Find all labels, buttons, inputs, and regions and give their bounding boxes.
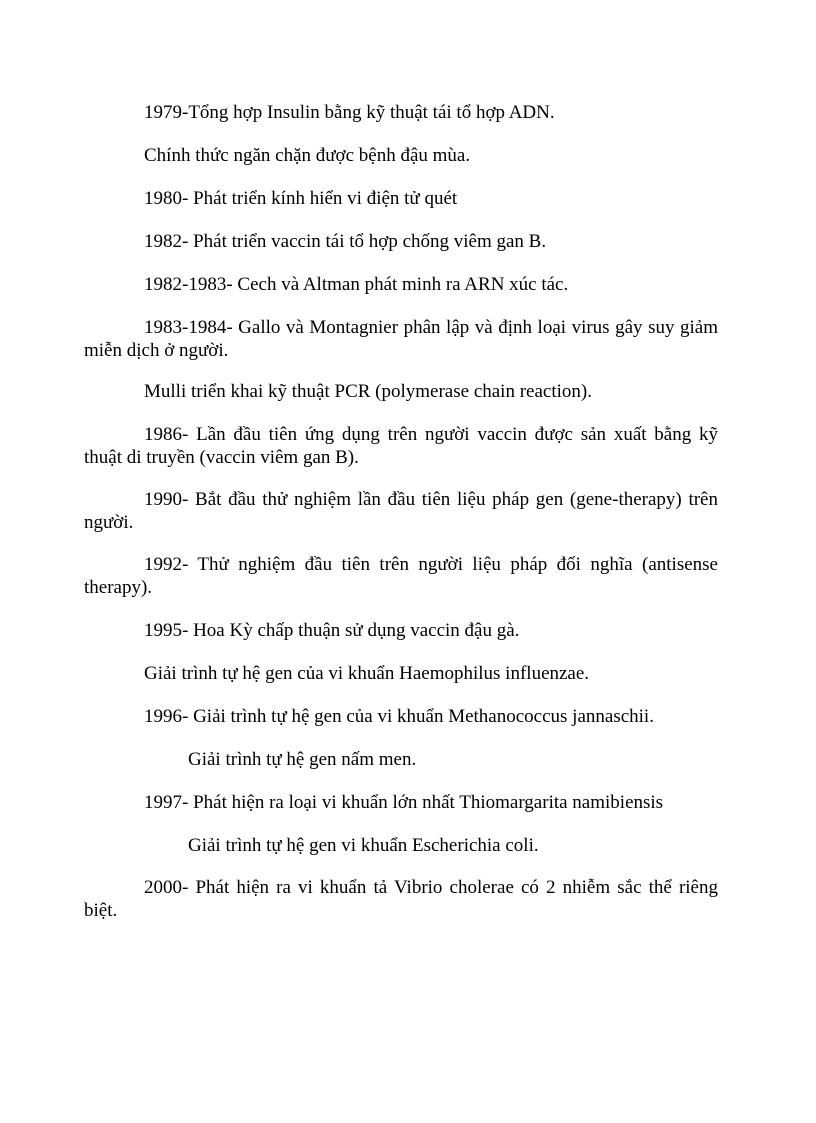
paragraph-yeast: Giải trình tự hệ gen nấm men. [188, 749, 417, 770]
paragraph-1986: 1986- Lần đầu tiên ứng dụng trên người vaccin được sản xuất bằng kỹ thuật di truyền (vaccin viêm gan B). [84, 424, 718, 468]
paragraph-haemophilus: Giải trình tự hệ gen của vi khuẩn Haemophilus influenzae. [144, 663, 590, 684]
paragraph-2000: 2000- Phát hiện ra vi khuẩn tả Vibrio cholerae có 2 nhiễm sắc thể riêng biệt. [84, 877, 718, 921]
paragraph-1995: 1995- Hoa Kỳ chấp thuận sử dụng vaccin đậu gà. [144, 620, 520, 641]
paragraph-1982-1983: 1982-1983- Cech và Altman phát minh ra ARN xúc tác. [144, 274, 569, 295]
paragraph-1996: 1996- Giải trình tự hệ gen của vi khuẩn Methanococcus jannaschii. [144, 706, 654, 727]
paragraph-ecoli: Giải trình tự hệ gen vi khuẩn Escherichia coli. [188, 835, 539, 856]
paragraph-1990: 1990- Bắt đầu thử nghiệm lần đầu tiên liệu pháp gen (gene-therapy) trên người. [84, 489, 718, 533]
paragraph-1982: 1982- Phát triển vaccin tái tổ hợp chống viêm gan B. [144, 231, 547, 252]
paragraph-1979: 1979-Tổng hợp Insulin bằng kỹ thuật tái tổ hợp ADN. [144, 102, 555, 123]
paragraph-smallpox: Chính thức ngăn chặn được bệnh đậu mùa. [144, 145, 471, 166]
paragraph-pcr: Mulli triển khai kỹ thuật PCR (polymerase chain reaction). [144, 381, 592, 402]
paragraph-1980: 1980- Phát triển kính hiển vi điện tử quét [144, 188, 458, 209]
paragraph-1997: 1997- Phát hiện ra loại vi khuẩn lớn nhất Thiomargarita namibiensis [144, 792, 664, 813]
paragraph-1983-1984: 1983-1984- Gallo và Montagnier phân lập và định loại virus gây suy giảm miễn dịch ở người. [84, 317, 718, 361]
paragraph-1992: 1992- Thử nghiệm đầu tiên trên người liệu pháp đối nghĩa (antisense therapy). [84, 554, 718, 598]
